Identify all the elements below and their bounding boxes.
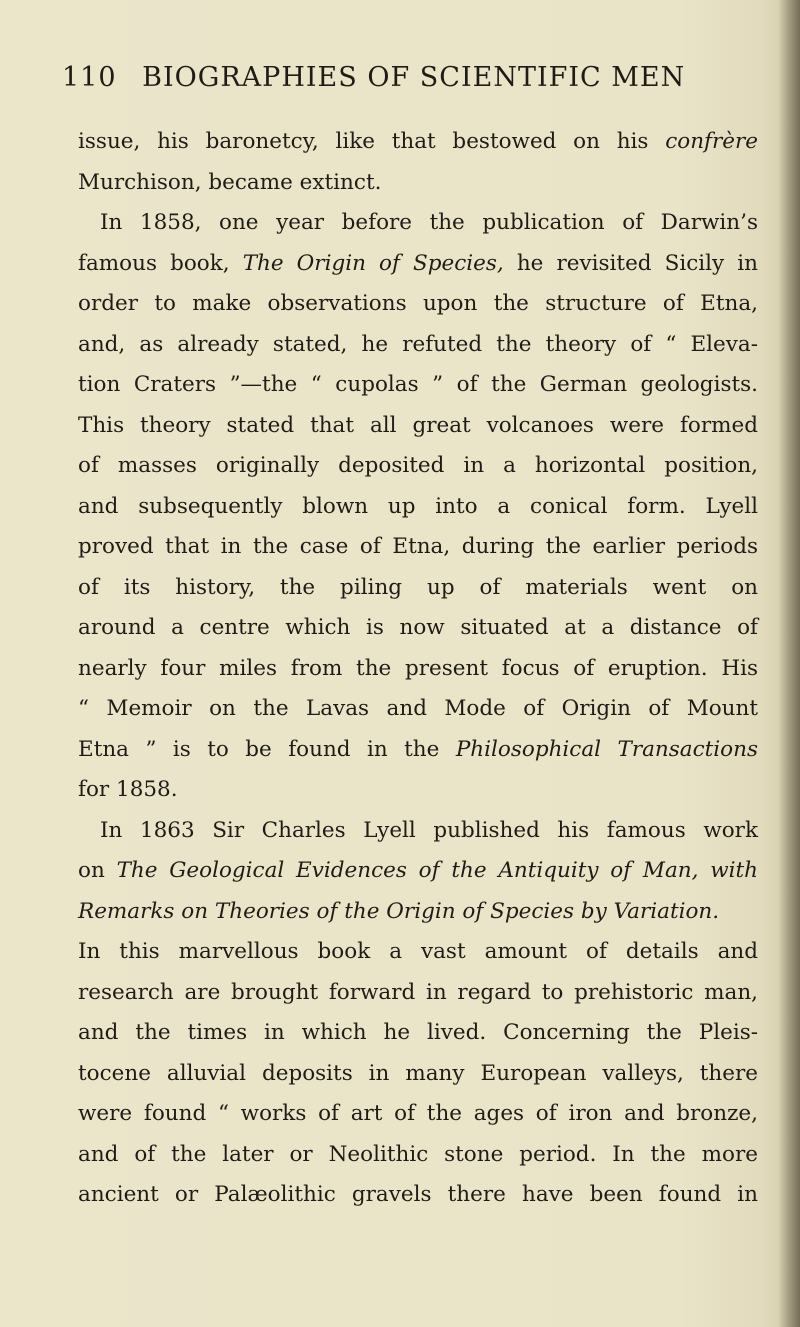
- text-segment: he revisited Sicily in: [503, 250, 758, 276]
- text-segment: of masses originally deposited in a horizontal position,: [78, 453, 758, 478]
- text-line: [78, 932, 758, 973]
- italic-title: The Geological Evidences of the Antiquity of Man, with: [116, 858, 758, 883]
- text-line: [78, 1094, 758, 1135]
- text-segment: tion Craters ”—the “ cupolas ” of the German geologists.: [78, 372, 758, 397]
- text-line: [78, 446, 758, 487]
- text-segment: In 1863 Sir Charles Lyell published his famous work: [100, 817, 758, 843]
- page-edge-shadow: [778, 0, 800, 1327]
- text-segment: on: [78, 858, 117, 883]
- text-line: [78, 568, 758, 609]
- text-segment: around a centre which is now situated at a distance of: [78, 615, 758, 640]
- body-text: [78, 122, 758, 1216]
- text-segment: In this marvellous book a vast amount of details and: [78, 939, 758, 964]
- text-line: [78, 1054, 758, 1095]
- text-line: [78, 284, 758, 325]
- text-line: [78, 811, 758, 852]
- text-line: [78, 163, 758, 204]
- text-line: [78, 244, 758, 285]
- text-line: [78, 892, 758, 933]
- running-title: BIOGRAPHIES OF SCIENTIFIC MEN: [142, 62, 686, 93]
- text-segment: and the times in which he lived. Concerning the Pleis-: [78, 1020, 758, 1045]
- text-segment: Murchison, became extinct.: [78, 169, 382, 195]
- text-segment: Etna ” is to be found in the: [78, 736, 456, 762]
- text-line: [78, 406, 758, 447]
- text-line: [78, 1135, 758, 1176]
- text-line: [78, 730, 758, 771]
- text-line: [78, 851, 758, 892]
- text-segment: for 1858.: [78, 777, 178, 802]
- text-segment: order to make observations upon the structure of Etna,: [78, 291, 758, 316]
- text-line: [78, 1175, 758, 1216]
- page-number: 110: [62, 62, 117, 93]
- text-line: [78, 973, 758, 1014]
- text-segment: ancient or Palæolithic gravels there have been found in: [78, 1182, 758, 1207]
- text-line: [78, 122, 758, 163]
- italic-title: The Origin of Species,: [242, 250, 504, 276]
- text-line: [78, 1013, 758, 1054]
- text-segment: In 1858, one year before the publication of Darwin’s: [100, 210, 758, 235]
- text-segment: This theory stated that all great volcanoes were formed: [78, 412, 758, 438]
- text-line: [78, 203, 758, 244]
- italic-title: confrère: [665, 129, 758, 154]
- text-line: [78, 770, 758, 811]
- text-segment: proved that in the case of Etna, during the earlier periods: [78, 534, 758, 559]
- italic-title: Philosophical Transactions: [455, 736, 758, 762]
- text-segment: and subsequently blown up into a conical form. Lyell: [78, 493, 758, 519]
- text-segment: and of the later or Neolithic stone period. In the more: [78, 1141, 758, 1167]
- text-segment: nearly four miles from the present focus of eruption. His: [78, 655, 758, 681]
- text-line: [78, 689, 758, 730]
- text-line: [78, 365, 758, 406]
- text-segment: issue, his baronetcy, like that bestowed on his: [78, 129, 666, 154]
- text-segment: research are brought forward in regard to prehistoric man,: [78, 979, 758, 1005]
- text-segment: of its history, the piling up of materials went on: [78, 574, 758, 600]
- italic-title: Remarks on Theories of the Origin of Species by Variation.: [78, 898, 720, 924]
- text-line: [78, 527, 758, 568]
- text-segment: tocene alluvial deposits in many European valleys, there: [78, 1060, 758, 1086]
- text-segment: famous book,: [78, 250, 243, 276]
- text-line: [78, 325, 758, 366]
- text-line: [78, 649, 758, 690]
- text-segment: and, as already stated, he refuted the theory of “ Eleva-: [78, 331, 758, 357]
- text-segment: were found “ works of art of the ages of iron and bronze,: [78, 1101, 758, 1126]
- text-segment: “ Memoir on the Lavas and Mode of Origin of Mount: [78, 696, 758, 721]
- text-line: [78, 608, 758, 649]
- text-line: [78, 487, 758, 528]
- running-head: [62, 62, 762, 93]
